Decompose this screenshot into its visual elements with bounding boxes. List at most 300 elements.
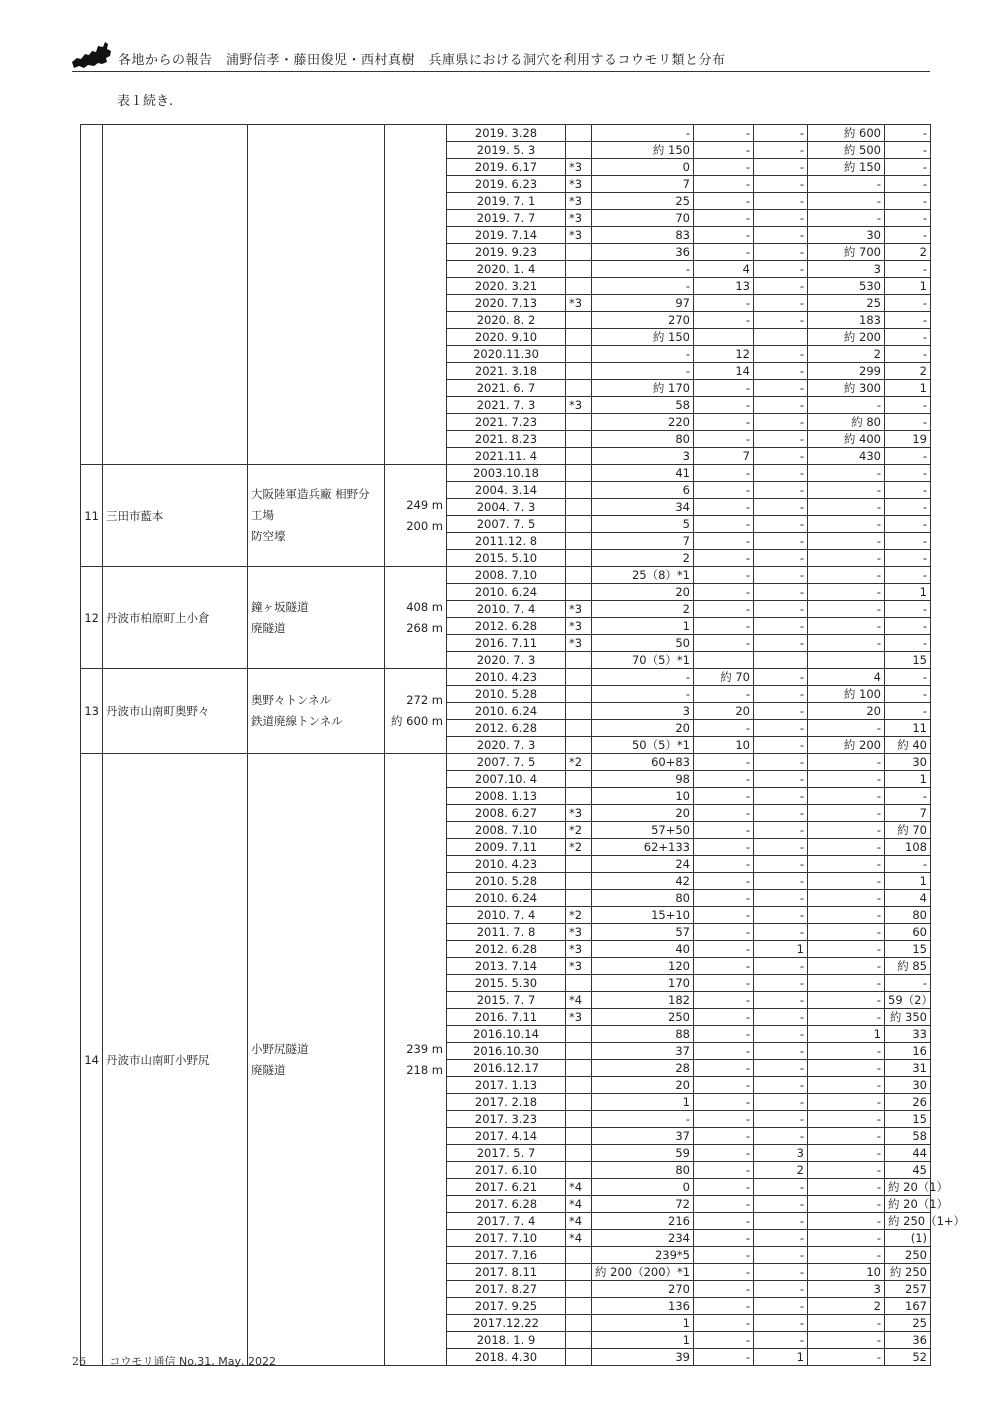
survey-date: 2009. 7.11	[447, 839, 566, 856]
survey-date: 2017. 7.10	[447, 1230, 566, 1247]
count-col-4: -	[808, 805, 885, 822]
count-col-5: -	[885, 669, 931, 686]
count-col-1: 7	[592, 533, 694, 550]
survey-date: 2010. 4.23	[447, 856, 566, 873]
count-col-2: -	[694, 1043, 754, 1060]
count-col-5: -	[885, 465, 931, 482]
count-col-4: -	[808, 550, 885, 567]
survey-note	[566, 652, 592, 669]
count-col-4: 約 500	[808, 142, 885, 159]
count-col-1: 170	[592, 975, 694, 992]
count-col-1: 120	[592, 958, 694, 975]
survey-date: 2020. 1. 4	[447, 261, 566, 278]
count-col-1: 28	[592, 1060, 694, 1077]
survey-note	[566, 1315, 592, 1332]
count-col-4: -	[808, 1315, 885, 1332]
count-col-4: -	[808, 584, 885, 601]
count-col-3: -	[754, 142, 808, 159]
count-col-2: -	[694, 890, 754, 907]
survey-note	[566, 1026, 592, 1043]
count-col-4: 4	[808, 669, 885, 686]
survey-date: 2017.12.22	[447, 1315, 566, 1332]
count-col-1: 20	[592, 584, 694, 601]
count-col-2: -	[694, 1230, 754, 1247]
survey-date: 2017. 1.13	[447, 1077, 566, 1094]
survey-date: 2020. 7. 3	[447, 652, 566, 669]
count-col-2: -	[694, 227, 754, 244]
site-location	[103, 125, 248, 465]
count-col-2: -	[694, 1060, 754, 1077]
count-col-3: -	[754, 1332, 808, 1349]
count-col-3: -	[754, 788, 808, 805]
count-col-1: 182	[592, 992, 694, 1009]
survey-note: *3	[566, 805, 592, 822]
count-col-4: -	[808, 1196, 885, 1213]
count-col-3: -	[754, 584, 808, 601]
survey-date: 2010. 4.23	[447, 669, 566, 686]
survey-note	[566, 1349, 592, 1366]
count-col-2: -	[694, 1332, 754, 1349]
count-col-5: 36	[885, 1332, 931, 1349]
count-col-4: -	[808, 873, 885, 890]
count-col-2: 13	[694, 278, 754, 295]
count-col-5: 60	[885, 924, 931, 941]
count-col-5: -	[885, 159, 931, 176]
count-col-3: -	[754, 1264, 808, 1281]
survey-note: *3	[566, 601, 592, 618]
count-col-3: -	[754, 159, 808, 176]
survey-date: 2020.11.30	[447, 346, 566, 363]
count-col-3: -	[754, 516, 808, 533]
count-col-5: 約 85	[885, 958, 931, 975]
survey-date: 2016. 7.11	[447, 1009, 566, 1026]
count-col-4: -	[808, 1128, 885, 1145]
survey-date: 2020. 7. 3	[447, 737, 566, 754]
survey-note	[566, 244, 592, 261]
survey-note	[566, 856, 592, 873]
count-col-5: -	[885, 295, 931, 312]
site-name-line: 鐘ヶ坂隧道	[251, 599, 309, 614]
count-col-4	[808, 652, 885, 669]
survey-date: 2004. 7. 3	[447, 499, 566, 516]
site-name	[248, 754, 385, 1366]
count-col-5: 1	[885, 873, 931, 890]
count-col-5: -	[885, 261, 931, 278]
survey-note	[566, 703, 592, 720]
survey-date: 2020. 9.10	[447, 329, 566, 346]
survey-note	[566, 465, 592, 482]
survey-note	[566, 1298, 592, 1315]
count-col-5: 約 40	[885, 737, 931, 754]
survey-note	[566, 1281, 592, 1298]
count-col-5: -	[885, 533, 931, 550]
count-col-1: 80	[592, 431, 694, 448]
count-col-4: 25	[808, 295, 885, 312]
count-col-1: 2	[592, 601, 694, 618]
survey-date: 2016. 7.11	[447, 635, 566, 652]
survey-date: 2018. 4.30	[447, 1349, 566, 1366]
survey-note	[566, 873, 592, 890]
count-col-5: 約 250	[885, 1264, 931, 1281]
count-col-2: -	[694, 1298, 754, 1315]
count-col-2: -	[694, 839, 754, 856]
page-header	[72, 42, 930, 72]
survey-date: 2016.10.30	[447, 1043, 566, 1060]
count-col-4: 約 200	[808, 329, 885, 346]
count-col-3: -	[754, 703, 808, 720]
count-col-3: -	[754, 1060, 808, 1077]
count-col-4: -	[808, 788, 885, 805]
survey-note	[566, 737, 592, 754]
count-col-5: 1	[885, 278, 931, 295]
survey-date: 2021. 7.23	[447, 414, 566, 431]
count-col-4: 約 300	[808, 380, 885, 397]
count-col-3: -	[754, 992, 808, 1009]
count-col-1: 60+83	[592, 754, 694, 771]
count-col-4: -	[808, 720, 885, 737]
site-length	[385, 125, 447, 465]
count-col-3: -	[754, 550, 808, 567]
count-col-2: -	[694, 1179, 754, 1196]
survey-note: *2	[566, 907, 592, 924]
count-col-2: -	[694, 499, 754, 516]
count-col-3: -	[754, 125, 808, 142]
count-col-3: -	[754, 176, 808, 193]
count-col-4: -	[808, 1247, 885, 1264]
count-col-3: -	[754, 771, 808, 788]
survey-note: *3	[566, 941, 592, 958]
count-col-1: 83	[592, 227, 694, 244]
table-row	[81, 465, 931, 482]
survey-date: 2017. 3.23	[447, 1111, 566, 1128]
count-col-2: -	[694, 380, 754, 397]
bat-survey-table	[80, 124, 966, 1366]
survey-note: *2	[566, 754, 592, 771]
count-col-4: -	[808, 771, 885, 788]
page-number: 26	[72, 1355, 86, 1368]
count-col-4: 30	[808, 227, 885, 244]
count-col-3: -	[754, 1281, 808, 1298]
count-col-1: 約 150	[592, 142, 694, 159]
survey-date: 2003.10.18	[447, 465, 566, 482]
count-col-1: 37	[592, 1043, 694, 1060]
count-col-2: -	[694, 176, 754, 193]
survey-note	[566, 584, 592, 601]
count-col-5: -	[885, 227, 931, 244]
count-col-3: -	[754, 1128, 808, 1145]
count-col-2: -	[694, 584, 754, 601]
count-col-2: 14	[694, 363, 754, 380]
count-col-5: 167	[885, 1298, 931, 1315]
count-col-4: -	[808, 601, 885, 618]
count-col-1: 62+133	[592, 839, 694, 856]
count-col-3: -	[754, 363, 808, 380]
count-col-1: 20	[592, 1077, 694, 1094]
count-col-1: 37	[592, 1128, 694, 1145]
survey-date: 2013. 7.14	[447, 958, 566, 975]
table-body	[81, 125, 966, 1366]
count-col-4: -	[808, 839, 885, 856]
site-length	[385, 669, 447, 754]
count-col-1: 234	[592, 1230, 694, 1247]
count-col-2: -	[694, 244, 754, 261]
count-col-1: 25	[592, 193, 694, 210]
site-name-line: 防空壕	[251, 529, 286, 543]
count-col-1: 88	[592, 1026, 694, 1043]
count-col-2: -	[694, 1026, 754, 1043]
count-col-2: -	[694, 1315, 754, 1332]
count-col-4: 1	[808, 1026, 885, 1043]
count-col-1: 50（5）*1	[592, 737, 694, 754]
survey-note	[566, 771, 592, 788]
count-col-5: 25	[885, 1315, 931, 1332]
count-col-5: -	[885, 329, 931, 346]
count-col-3: -	[754, 1077, 808, 1094]
count-col-4: -	[808, 210, 885, 227]
survey-date: 2017. 9.25	[447, 1298, 566, 1315]
survey-date: 2017. 6.21	[447, 1179, 566, 1196]
site-number: 12	[81, 567, 103, 669]
count-col-2: 12	[694, 346, 754, 363]
count-col-4: 約 80	[808, 414, 885, 431]
survey-date: 2016.12.17	[447, 1060, 566, 1077]
count-col-3: -	[754, 244, 808, 261]
site-length	[385, 567, 447, 669]
count-col-1: 25（8）*1	[592, 567, 694, 584]
count-col-1: 216	[592, 1213, 694, 1230]
survey-date: 2008. 6.27	[447, 805, 566, 822]
count-col-5: 1	[885, 771, 931, 788]
count-col-4: 2	[808, 346, 885, 363]
count-col-4: -	[808, 193, 885, 210]
count-col-1: 約 200（200）*1	[592, 1264, 694, 1281]
count-col-2: -	[694, 1281, 754, 1298]
count-col-5: -	[885, 482, 931, 499]
count-col-3: -	[754, 720, 808, 737]
count-col-3: -	[754, 448, 808, 465]
count-col-5: -	[885, 346, 931, 363]
count-col-2: -	[694, 1264, 754, 1281]
count-col-4: 約 400	[808, 431, 885, 448]
survey-note	[566, 482, 592, 499]
count-col-5: -	[885, 312, 931, 329]
survey-note	[566, 1128, 592, 1145]
count-col-4: 20	[808, 703, 885, 720]
survey-note: *3	[566, 193, 592, 210]
survey-note	[566, 278, 592, 295]
survey-note	[566, 567, 592, 584]
survey-date: 2008. 1.13	[447, 788, 566, 805]
survey-date: 2021. 7. 3	[447, 397, 566, 414]
count-col-4: -	[808, 567, 885, 584]
count-col-2: -	[694, 975, 754, 992]
survey-date: 2011.12. 8	[447, 533, 566, 550]
table-row	[81, 567, 931, 584]
count-col-1: 36	[592, 244, 694, 261]
count-col-4: -	[808, 1230, 885, 1247]
count-col-1: 10	[592, 788, 694, 805]
count-col-4: -	[808, 1162, 885, 1179]
count-col-5: 約 20（1）	[885, 1196, 931, 1213]
survey-date: 2010. 5.28	[447, 873, 566, 890]
survey-date: 2019. 9.23	[447, 244, 566, 261]
count-col-2: -	[694, 431, 754, 448]
count-col-4: -	[808, 397, 885, 414]
count-col-1: -	[592, 363, 694, 380]
count-col-2	[694, 652, 754, 669]
count-col-5: -	[885, 601, 931, 618]
survey-date: 2012. 6.28	[447, 720, 566, 737]
count-col-5: 1	[885, 380, 931, 397]
count-col-3	[754, 652, 808, 669]
count-col-2: -	[694, 873, 754, 890]
count-col-3: -	[754, 261, 808, 278]
count-col-1: 20	[592, 720, 694, 737]
count-col-4: 183	[808, 312, 885, 329]
count-col-1: 3	[592, 703, 694, 720]
site-length	[385, 754, 447, 1366]
survey-date: 2012. 6.28	[447, 618, 566, 635]
survey-date: 2019. 6.23	[447, 176, 566, 193]
survey-date: 2020. 8. 2	[447, 312, 566, 329]
count-col-4: -	[808, 958, 885, 975]
count-col-2: -	[694, 1094, 754, 1111]
count-col-3: -	[754, 278, 808, 295]
count-col-2: -	[694, 142, 754, 159]
count-col-1: 5	[592, 516, 694, 533]
count-col-5: 15	[885, 652, 931, 669]
count-col-1: 58	[592, 397, 694, 414]
count-col-1: 41	[592, 465, 694, 482]
survey-note: *3	[566, 397, 592, 414]
survey-note	[566, 890, 592, 907]
count-col-2: -	[694, 550, 754, 567]
count-col-5: 約 250（1+）	[885, 1213, 931, 1230]
site-name	[248, 465, 385, 567]
count-col-5: -	[885, 686, 931, 703]
site-location: 丹波市山南町小野尻	[103, 754, 248, 1366]
site-name-line: 小野尻隧道	[251, 1041, 309, 1056]
site-name-line: 廃隧道	[251, 620, 286, 635]
count-col-3: -	[754, 312, 808, 329]
count-col-1: 70	[592, 210, 694, 227]
survey-date: 2017. 5. 7	[447, 1145, 566, 1162]
survey-date: 2007. 7. 5	[447, 754, 566, 771]
header-title: 各地からの報告 浦野信孝・藤田俊児・西村真樹 兵庫県における洞穴を利用するコウモリ類と分布	[118, 53, 726, 68]
count-col-1: 59	[592, 1145, 694, 1162]
survey-date: 2015. 5.30	[447, 975, 566, 992]
survey-date: 2021. 3.18	[447, 363, 566, 380]
survey-date: 2017. 8.11	[447, 1264, 566, 1281]
site-location: 丹波市柏原町上小倉	[103, 567, 248, 669]
site-length-line: 239 m	[406, 1041, 443, 1056]
count-col-5: 45	[885, 1162, 931, 1179]
survey-note	[566, 1094, 592, 1111]
count-col-1: 239*5	[592, 1247, 694, 1264]
count-col-3: -	[754, 227, 808, 244]
count-col-1: 57	[592, 924, 694, 941]
count-col-4: -	[808, 465, 885, 482]
count-col-1: 270	[592, 1281, 694, 1298]
count-col-1: 2	[592, 550, 694, 567]
count-col-2: 10	[694, 737, 754, 754]
survey-date: 2010. 6.24	[447, 703, 566, 720]
site-location: 三田市藍本	[103, 465, 248, 567]
survey-date: 2016.10.14	[447, 1026, 566, 1043]
survey-date: 2017. 6.10	[447, 1162, 566, 1179]
count-col-5: 2	[885, 363, 931, 380]
count-col-4: -	[808, 482, 885, 499]
count-col-5: 257	[885, 1281, 931, 1298]
count-col-1: 24	[592, 856, 694, 873]
count-col-1: -	[592, 346, 694, 363]
site-name	[248, 567, 385, 669]
site-name-line: 廃隧道	[251, 1062, 286, 1077]
survey-note	[566, 1060, 592, 1077]
count-col-2: -	[694, 533, 754, 550]
count-col-3: 1	[754, 941, 808, 958]
count-col-5: -	[885, 414, 931, 431]
count-col-4: -	[808, 1043, 885, 1060]
count-col-4: -	[808, 1094, 885, 1111]
count-col-2: -	[694, 618, 754, 635]
count-col-2: -	[694, 941, 754, 958]
count-col-3: -	[754, 890, 808, 907]
survey-note	[566, 550, 592, 567]
survey-date: 2017. 7.16	[447, 1247, 566, 1264]
count-col-1: 20	[592, 805, 694, 822]
count-col-1: 72	[592, 1196, 694, 1213]
count-col-5: -	[885, 550, 931, 567]
survey-note: *4	[566, 1213, 592, 1230]
site-length-line: 272 m	[406, 693, 443, 707]
survey-date: 2019. 6.17	[447, 159, 566, 176]
count-col-1: 6	[592, 482, 694, 499]
survey-note	[566, 516, 592, 533]
count-col-2: -	[694, 1145, 754, 1162]
count-col-2: -	[694, 516, 754, 533]
count-col-3: -	[754, 397, 808, 414]
count-col-3: -	[754, 482, 808, 499]
page-footer	[72, 1353, 276, 1369]
count-col-5: 2	[885, 244, 931, 261]
count-col-3: -	[754, 822, 808, 839]
count-col-4: 3	[808, 261, 885, 278]
survey-note	[566, 499, 592, 516]
survey-note	[566, 142, 592, 159]
site-length	[385, 465, 447, 567]
count-col-4: 3	[808, 1281, 885, 1298]
site-name-line: 工場	[251, 508, 274, 522]
survey-date: 2010. 6.24	[447, 584, 566, 601]
count-col-2: -	[694, 567, 754, 584]
count-col-2: -	[694, 686, 754, 703]
count-col-4: 約 100	[808, 686, 885, 703]
count-col-2: -	[694, 771, 754, 788]
count-col-1: 1	[592, 618, 694, 635]
site-number	[81, 125, 103, 465]
survey-note: *3	[566, 295, 592, 312]
count-col-5: -	[885, 499, 931, 516]
survey-note	[566, 448, 592, 465]
survey-date: 2019. 7.14	[447, 227, 566, 244]
count-col-5: -	[885, 975, 931, 992]
count-col-4: 約 600	[808, 125, 885, 142]
count-col-3: -	[754, 193, 808, 210]
survey-note	[566, 125, 592, 142]
site-name	[248, 669, 385, 754]
count-col-1: -	[592, 125, 694, 142]
